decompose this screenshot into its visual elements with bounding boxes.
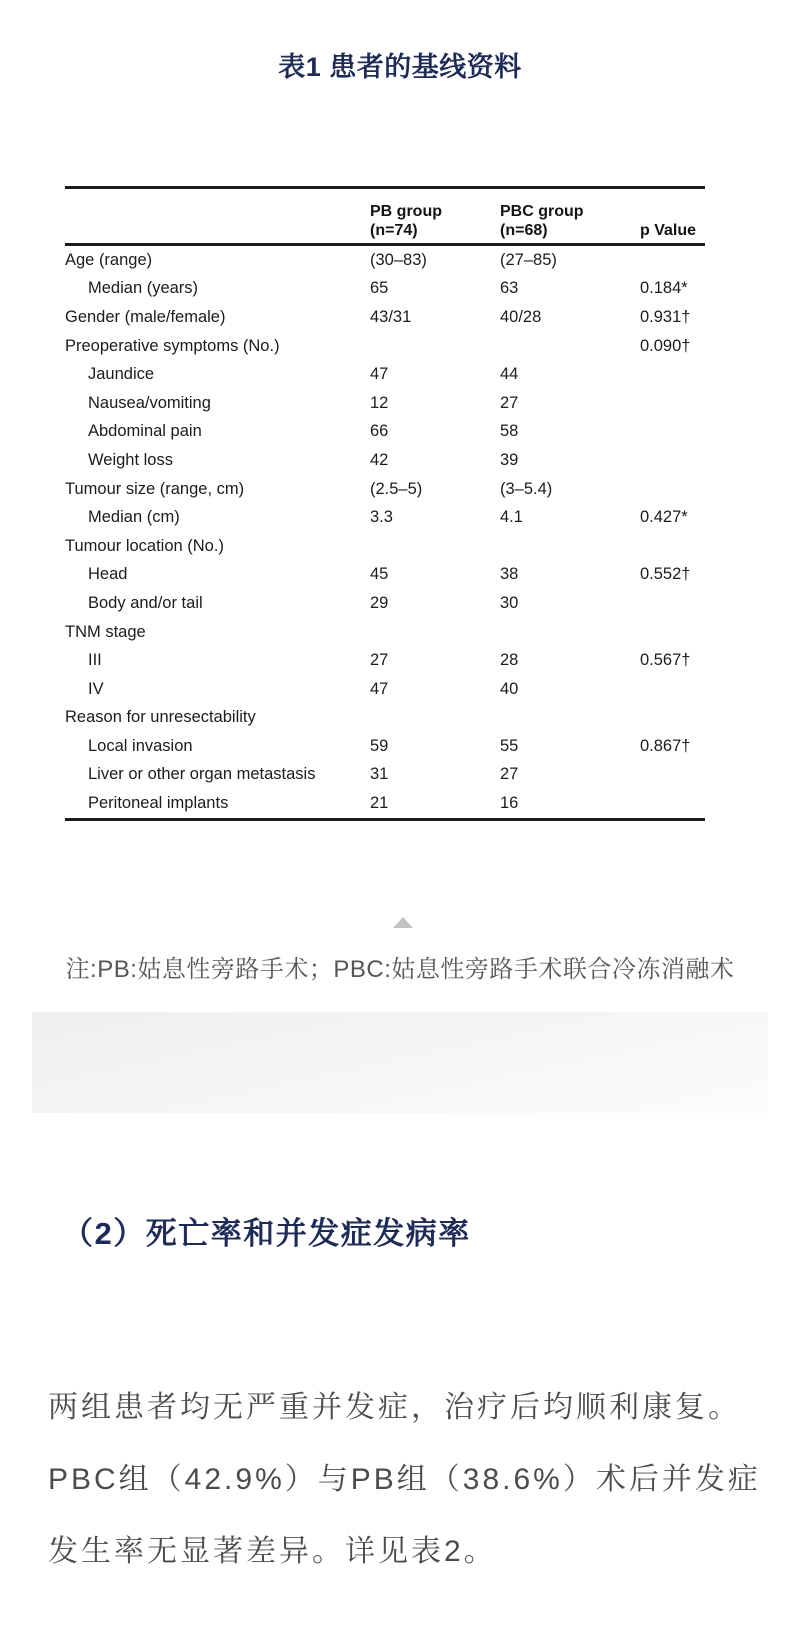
table-row	[65, 732, 705, 761]
table-row	[65, 303, 705, 332]
row-label: Age (range)	[65, 250, 153, 269]
row-label: Abdominal pain	[88, 422, 202, 441]
pbc-value: 27	[500, 765, 519, 784]
p-value: 0.184*	[640, 279, 688, 298]
header-pbc-title: PBC group	[500, 203, 584, 220]
pbc-value: 44	[500, 365, 519, 384]
pb-value: 27	[370, 651, 389, 670]
row-label: Gender (male/female)	[65, 307, 226, 326]
pbc-value: 16	[500, 794, 519, 813]
table-row	[65, 646, 705, 675]
paragraph-line: 两组患者均无严重并发症，治疗后均顺利康复。	[48, 1391, 741, 1424]
pb-value: 42	[370, 450, 389, 469]
table-row	[65, 275, 705, 304]
row-label: Head	[88, 565, 128, 584]
p-value: 0.552†	[640, 565, 691, 584]
pb-value: 29	[370, 593, 389, 612]
pb-value: 47	[370, 365, 389, 384]
pbc-value: 28	[500, 651, 519, 670]
header-col-pvalue: p Value	[640, 222, 697, 239]
pb-value: (30–83)	[370, 250, 427, 269]
pbc-value: 63	[500, 279, 519, 298]
table-row	[65, 675, 705, 704]
table-row	[65, 418, 705, 447]
pb-value: 65	[370, 279, 389, 298]
row-label: Peritoneal implants	[88, 794, 229, 813]
pb-value: 45	[370, 565, 389, 584]
pbc-value: 4.1	[500, 508, 523, 527]
pb-value: 66	[370, 422, 389, 441]
pbc-value: 40/28	[500, 307, 542, 326]
table-row	[65, 618, 705, 647]
row-label: Median (years)	[88, 279, 199, 298]
table-row	[65, 532, 705, 561]
pbc-value: (27–85)	[500, 250, 557, 269]
table-note: 注:PB:姑息性旁路手术；PBC:姑息性旁路手术联合冷冻消融术	[65, 956, 735, 983]
row-label: III	[88, 651, 102, 670]
table-row	[65, 761, 705, 790]
row-label: Tumour location (No.)	[65, 536, 224, 555]
row-label: Reason for unresectability	[65, 708, 256, 727]
pb-value: 43/31	[370, 307, 412, 326]
header-col-pbc	[500, 202, 640, 240]
pb-value: 31	[370, 765, 389, 784]
row-label: IV	[88, 679, 104, 698]
pb-value: 21	[370, 794, 389, 813]
table-row	[65, 475, 705, 504]
row-label: Jaundice	[88, 365, 155, 384]
pbc-value: 39	[500, 450, 519, 469]
table-row	[65, 561, 705, 590]
row-label: Local invasion	[88, 736, 193, 755]
p-value: 0.931†	[640, 307, 691, 326]
header-pb-n: (n=74)	[370, 222, 418, 239]
row-label: Weight loss	[88, 450, 173, 469]
table-row	[65, 389, 705, 418]
row-label: Preoperative symptoms (No.)	[65, 336, 280, 355]
header-pb-title: PB group	[370, 203, 442, 220]
row-label: Median (cm)	[88, 508, 180, 527]
pb-value: (2.5–5)	[370, 479, 423, 498]
pbc-value: 58	[500, 422, 519, 441]
table-header-row	[65, 189, 705, 246]
row-label: Nausea/vomiting	[88, 393, 211, 412]
divider-shade	[32, 1012, 768, 1113]
body-paragraph	[48, 1372, 762, 1588]
table-row	[65, 446, 705, 475]
pbc-value: (3–5.4)	[500, 479, 553, 498]
p-value: 0.090†	[640, 336, 691, 355]
section-heading: （2）死亡率和并发症发病率	[62, 1216, 471, 1251]
p-value: 0.427*	[640, 508, 688, 527]
table-rows	[65, 246, 705, 818]
row-label: TNM stage	[65, 622, 146, 641]
row-label: Liver or other organ metastasis	[88, 765, 316, 784]
pbc-value: 40	[500, 679, 519, 698]
table-row	[65, 332, 705, 361]
baseline-table	[65, 186, 705, 821]
table-row	[65, 246, 705, 275]
pb-value: 47	[370, 679, 389, 698]
page-title: 表1 患者的基线资料	[278, 52, 522, 82]
table-row	[65, 503, 705, 532]
table-row	[65, 589, 705, 618]
table-row	[65, 360, 705, 389]
table-row	[65, 789, 705, 818]
header-col-pb	[370, 202, 500, 240]
pbc-value: 38	[500, 565, 519, 584]
pb-value: 3.3	[370, 508, 393, 527]
pb-value: 12	[370, 393, 389, 412]
header-pbc-n: (n=68)	[500, 222, 548, 239]
p-value: 0.567†	[640, 651, 691, 670]
p-value: 0.867†	[640, 736, 691, 755]
paragraph-line: 发生率无显著差异。详见表2。	[48, 1535, 497, 1568]
table-row	[65, 704, 705, 733]
pb-value: 59	[370, 736, 389, 755]
pbc-value: 27	[500, 393, 519, 412]
pbc-value: 30	[500, 593, 519, 612]
paragraph-line: PBC组（42.9%）与PB组（38.6%）术后并发症	[48, 1463, 761, 1496]
collapse-triangle-icon	[393, 917, 413, 928]
row-label: Tumour size (range, cm)	[65, 479, 245, 498]
pbc-value: 55	[500, 736, 519, 755]
row-label: Body and/or tail	[88, 593, 203, 612]
